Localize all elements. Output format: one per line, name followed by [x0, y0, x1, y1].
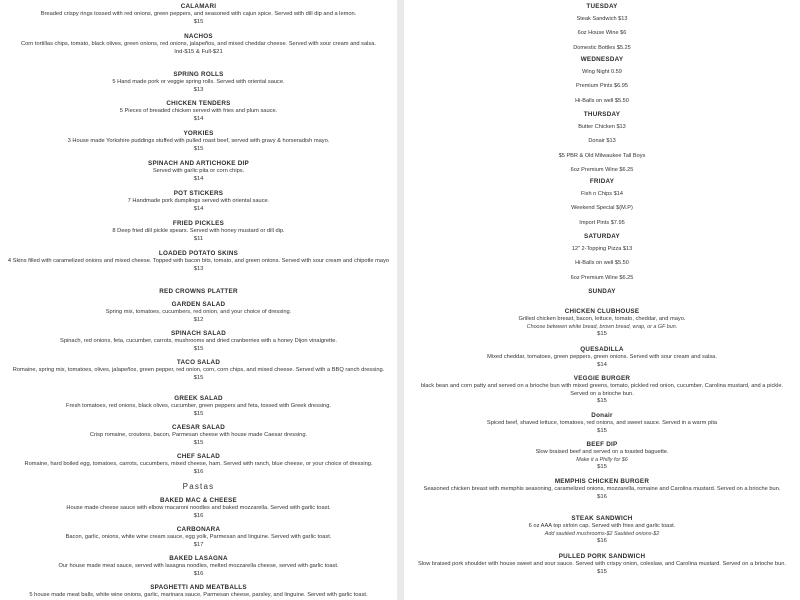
sandwich-item-name: STEAK SANDWICH — [571, 515, 633, 522]
menu-item-name: POT STICKERS — [173, 190, 224, 197]
sandwich-item-name: MEMPHIS CHICKEN BURGER — [554, 478, 650, 485]
sandwich-item-price: $16 — [597, 537, 607, 544]
special-line: 6oz House Wine $6 — [577, 30, 627, 37]
menu-item-description: Romaine, spring mix, tomatoes, olives, jalapeños, green pepper, red onion, corn, corn chips, and mixed cheese. Served with a BBQ ranch dressing. — [12, 367, 385, 373]
sandwich-item — [416, 375, 788, 406]
pasta-item-name: CARBONARA — [176, 526, 221, 533]
menu-item-description: Corn tortillas chips, tomato, black olives, green onions, red onions, jalapeños, and mixed cheddar cheese. Served with sour cream and salsa. — [20, 41, 377, 47]
special-line: 12" 2-Topping Pizza $13 — [571, 245, 633, 252]
menu-item — [4, 424, 393, 447]
menu-item — [4, 288, 393, 296]
sandwich-item — [416, 308, 788, 338]
menu-item-name: YORKIES — [183, 130, 214, 137]
special-line: Wing Night 0.59 — [582, 68, 622, 75]
special-line: Fish n Chips $14 — [581, 190, 623, 197]
menu-item-price: $15 — [193, 145, 204, 152]
pasta-item-description: 5 house made meat balls, white wine onions, garlic, marinara sauce, Parmesan cheese, parsley, and linguine. Served with garlic toast. — [29, 592, 368, 598]
pastas-heading: Pastas — [182, 482, 215, 491]
menu-item-name: TACO SALAD — [176, 359, 221, 366]
menu-item — [4, 160, 393, 183]
special-day-heading: TUESDAY — [586, 3, 618, 10]
special-day-heading: FRIDAY — [589, 178, 615, 185]
sandwich-item-description: Spiced beef, shaved lettuce, tomatoes, red onions, and sweet sauce. Served in a warm pita — [486, 420, 718, 426]
menu-item-name: GARDEN SALAD — [171, 301, 226, 308]
special-day-heading: SATURDAY — [584, 233, 620, 240]
special-line: 6oz Premium Wine $6.25 — [570, 167, 634, 174]
menu-item — [4, 100, 393, 123]
sandwich-item-name: VEGGIE BURGER — [573, 375, 631, 382]
menu-item-price: $12 — [193, 316, 204, 323]
menu-item — [4, 71, 393, 94]
pasta-item-description: Our house made meat sauce, served with lasagna noodles, melted mozzarella cheese, served with garlic toast. — [58, 563, 339, 569]
sandwich-item — [416, 441, 788, 471]
pasta-item-price: $17 — [193, 541, 204, 548]
menu-item-price: Ind-$15 & Full-$21 — [174, 48, 223, 55]
pasta-item — [4, 555, 393, 578]
menu-item — [4, 220, 393, 243]
pasta-item — [4, 584, 393, 600]
food-menu-right-page — [404, 0, 800, 600]
pasta-item-name: SPAGHETTI AND MEATBALLS — [150, 584, 247, 591]
menu-item-price: $14 — [193, 175, 204, 182]
menu-item-price: $14 — [193, 205, 204, 212]
menu-item-description: 3 House made Yorkshire puddings stuffed with pulled roast beef, served with gravy & horseradish mayo. — [67, 138, 330, 144]
sandwich-item-name: Donair — [591, 412, 613, 419]
sandwich-item-note: Choose between white bread, brown bread, wrap, or a GF bun. — [526, 323, 678, 330]
menu-item-name: SPINACH SALAD — [170, 330, 227, 337]
menu-item-description: Fresh tomatoes, red onions, black olives, cucumber, green peppers and feta, tossed with Greek dressing. — [66, 403, 331, 409]
sandwich-item-note: Add sautéed mushrooms-$2 Sautéed onions-$2 — [544, 530, 660, 537]
menu-item-name: CHICKEN TENDERS — [166, 100, 231, 107]
special-line: Import Pints $7.95 — [579, 219, 625, 226]
pasta-item-name: BAKED MAC & CHEESE — [160, 497, 237, 504]
menu-item — [4, 190, 393, 213]
sandwich-item-description: Slow braised beef and served on a toasted baguette. — [535, 449, 669, 455]
menu-item — [4, 3, 393, 26]
sandwich-item — [416, 412, 788, 435]
sandwich-item-note: Make it a Philly for $6 — [576, 456, 628, 463]
menu-item-price: $15 — [193, 374, 204, 381]
sandwich-item-price: $15 — [597, 330, 607, 337]
sandwich-item-name: BEEF DIP — [586, 441, 618, 448]
menu-item-price: $15 — [193, 345, 204, 352]
pasta-item — [4, 526, 393, 549]
menu-item — [4, 453, 393, 476]
sandwich-item — [416, 553, 788, 576]
sandwich-item-price: $14 — [597, 361, 607, 368]
sandwich-item-price: $15 — [597, 398, 607, 405]
special-line: Hi-Balls on well $5.50 — [575, 260, 629, 267]
special-line: Hi-Balls on well $5.50 — [575, 97, 629, 104]
sandwich-item-name: QUESADILLA — [580, 346, 624, 353]
special-line: $5 PBR & Old Milwaukee Tall Boys — [558, 152, 646, 159]
sandwich-item — [416, 478, 788, 501]
menu-item — [4, 395, 393, 418]
menu-item-description: 5 Pieces of breaded chicken served with fries and plum sauce. — [119, 108, 278, 114]
pasta-item-price: $16 — [193, 512, 204, 519]
special-line: Butter Chicken $13 — [578, 123, 626, 130]
menu-item-description: Spring mix, tomatoes, cucumbers, red onion, and your choice of dressing. — [105, 309, 292, 315]
menu-item-description: Breaded crispy rings tossed with red onions, green peppers, and seasoned with cajun spice. Served with dill dip and a lemon. — [40, 11, 357, 17]
menu-item-name: FRIED PICKLES — [172, 220, 225, 227]
menu-item-name: CALAMARI — [180, 3, 217, 10]
menu-item — [4, 130, 393, 153]
menu-item — [4, 330, 393, 353]
special-line: Premium Pints $6.95 — [576, 83, 628, 90]
pasta-item-description: Bacon, garlic, onions, white wine cream sauce, egg yolk, Parmesan and linguine. Served with garlic toast. — [65, 534, 332, 540]
menu-item-name: CHEF SALAD — [176, 453, 221, 460]
menu-item-price: $13 — [193, 86, 204, 93]
sandwich-item-description: black bean and corn patty and served on a brioche bun with mixed greens, tomato, pickled red onion, cucumber, Carolina mustard, and a pickle. Served on a brioche bun. — [420, 383, 784, 397]
sandwich-item-price: $16 — [597, 493, 607, 500]
menu-item — [4, 301, 393, 324]
menu-item-description: Spinach, red onions, feta, cucumber, carrots, mushrooms and dried cranberries with a honey Dijon vinaigrette. — [60, 338, 337, 344]
sandwich-item-description: Mixed cheddar, tomatoes, green peppers, green onions. Served with sour cream and salsa. — [487, 354, 717, 360]
menu-item-description: 7 Handmade pork dumplings served with oriental sauce. — [127, 198, 270, 204]
menu-item-description: 5 Hand made pork or veggie spring rolls. Served with oriental sauce. — [112, 79, 285, 85]
special-day-heading: THURSDAY — [583, 111, 621, 118]
sandwich-item-price: $15 — [597, 463, 607, 470]
menu-item-price: $14 — [193, 115, 204, 122]
menu-item-price: $11 — [193, 235, 204, 242]
menu-item-name: SPRING ROLLS — [173, 71, 224, 78]
sandwich-item — [416, 346, 788, 369]
menu-item-price: $16 — [193, 468, 204, 475]
pasta-item-description: House made cheese sauce with elbow macaroni noodles and baked mozzarella. Served with garlic toast. — [66, 505, 331, 511]
sandwich-item-description: Grilled chicken breast, bacon, lettuce, tomato, cheddar, and mayo. — [518, 316, 686, 322]
menu-item — [4, 250, 393, 273]
menu-item-name: GREEK SALAD — [174, 395, 223, 402]
menu-item-description: Crisp romaine, croutons, bacon, Parmesan cheese with house made Caesar dressing. — [89, 432, 308, 438]
menu-item-price: $15 — [193, 410, 204, 417]
menu-item — [4, 359, 393, 382]
menu-item-name: RED CROWNS PLATTER — [159, 288, 238, 295]
special-line: Donair $13 — [588, 138, 616, 145]
menu-item — [4, 33, 393, 56]
food-menu-left-page — [0, 0, 397, 600]
sandwich-item-description: 6 oz AAA top sirloin cap. Served with fries and garlic toast. — [528, 523, 676, 529]
menu-item-price: $15 — [193, 18, 204, 25]
menu-item-description: 8 Deep fried dill pickle spears. Served with honey mustard or dill dip. — [112, 228, 285, 234]
pasta-item-price: $16 — [193, 570, 204, 577]
sandwich-item-price: $15 — [597, 427, 607, 434]
pasta-item — [4, 497, 393, 520]
pasta-item-name: BAKED LASAGNA — [169, 555, 228, 562]
menu-item-description: Served with garlic pita or corn chips. — [152, 168, 245, 174]
menu-item-name: SPINACH AND ARTICHOKE DIP — [148, 160, 249, 167]
sandwich-item-description: Seasoned chicken breast with memphis seasoning, caramelized onions, mozzarella, romaine and Carolina mustard. Served on a brioche bun. — [423, 486, 781, 492]
menu-item-name: CAESAR SALAD — [171, 424, 226, 431]
sandwich-item-price: $15 — [597, 568, 607, 575]
special-line: 6oz Premium Wine $6.25 — [570, 274, 634, 281]
special-day-heading: SUNDAY — [588, 288, 616, 295]
menu-item-description: Romaine, hard boiled egg, tomatoes, carrots, cucumbers, mixed cheese, ham. Served with ranch, blue cheese, or your choice of dressing. — [24, 461, 373, 467]
sandwich-item — [416, 515, 788, 545]
special-day-heading: WEDNESDAY — [580, 56, 624, 63]
special-line: Domestic Bottles $5.25 — [573, 44, 631, 51]
menu-item-description: 4 Skins filled with caramelized onions and mixed cheese. Topped with bacon bits, tomato, and green onions. Served with sour cream and chipotle mayo — [7, 258, 390, 264]
sandwich-item-description: Slow braised pork shoulder with house sweet and sour sauce. Served with crispy onion, coleslaw, and Carolina mustard. Served on a brioche bun. — [418, 561, 786, 567]
menu-item-price: $15 — [193, 439, 204, 446]
menu-item-price: $13 — [193, 265, 204, 272]
menu-item-name: LOADED POTATO SKINS — [158, 250, 239, 257]
sandwich-item-name: CHICKEN CLUBHOUSE — [564, 308, 640, 315]
special-line: Steak Sandwich $13 — [576, 15, 628, 22]
special-line: Weekend Special $(M.P) — [571, 205, 633, 212]
sandwich-item-name: PULLED PORK SANDWICH — [558, 553, 646, 560]
menu-item-name: NACHOS — [184, 33, 213, 40]
